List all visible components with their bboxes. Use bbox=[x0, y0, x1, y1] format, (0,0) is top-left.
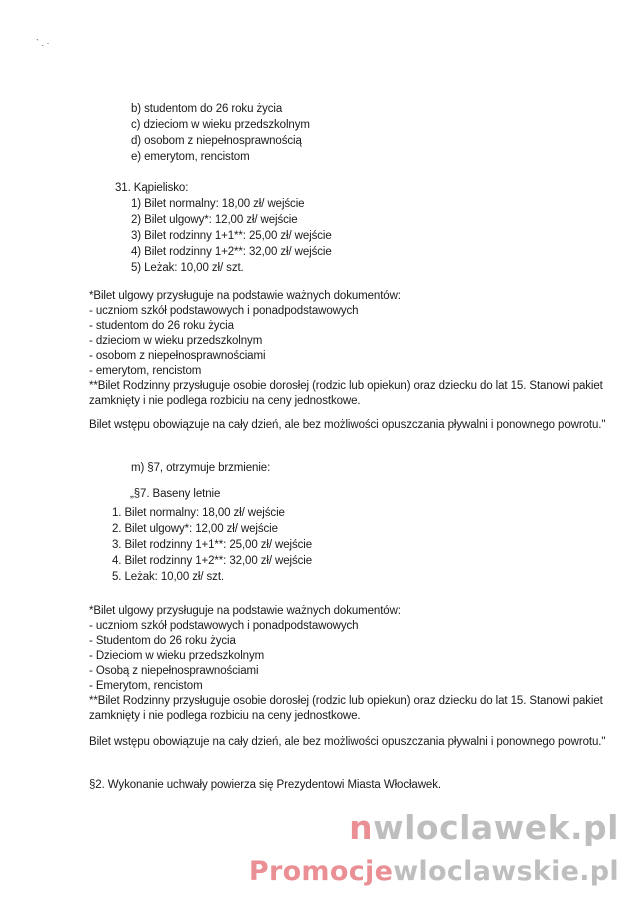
list-item: 3) Bilet rodzinny 1+1**: 25,00 zł/ wejście bbox=[131, 230, 332, 242]
watermark-text: wloclawskie.pl bbox=[393, 856, 619, 887]
list-item: 5) Leżak: 10,00 zł/ szt. bbox=[131, 262, 244, 274]
entry-note: Bilet wstępu obowiązuje na cały dzień, ale bez możliwości opuszczania pływalni i ponownego powrotu." bbox=[89, 736, 606, 748]
section-7-title: „§7. Baseny letnie bbox=[130, 488, 221, 500]
note-line: - Studentom do 26 roku życia bbox=[89, 635, 236, 647]
note-line: - studentom do 26 roku życia bbox=[89, 320, 234, 332]
note-line: - uczniom szkół podstawowych i ponadpodstawowych bbox=[89, 305, 359, 317]
section-2: §2. Wykonanie uchwały powierza się Prezydentowi Miasta Włocławek. bbox=[89, 779, 441, 791]
list-item: b) studentom do 26 roku życia bbox=[131, 103, 283, 115]
note-line: zamknięty i nie podlega rozbiciu na ceny jednostkowe. bbox=[89, 710, 361, 722]
list-item: 1) Bilet normalny: 18,00 zł/ wejście bbox=[131, 198, 305, 210]
note-line: zamknięty i nie podlega rozbiciu na ceny jednostkowe. bbox=[89, 395, 361, 407]
note-line: - Dzieciom w wieku przedszkolnym bbox=[89, 650, 265, 662]
watermark-accent: Promocje bbox=[248, 856, 394, 887]
list-item: 4. Bilet rodzinny 1+2**: 32,00 zł/ wejście bbox=[112, 555, 313, 567]
list-item: e) emerytom, rencistom bbox=[131, 151, 250, 163]
entry-note: Bilet wstępu obowiązuje na cały dzień, ale bez możliwości opuszczania pływalni i ponownego powrotu." bbox=[89, 419, 606, 431]
watermark-promocje bbox=[249, 856, 619, 887]
list-item: 5. Leżak: 10,00 zł/ szt. bbox=[112, 571, 225, 583]
note-line: *Bilet ulgowy przysługuje na podstawie ważnych dokumentów: bbox=[89, 605, 401, 617]
watermark-accent: n bbox=[349, 808, 374, 847]
note-line: - Osobą z niepełnosprawnościami bbox=[89, 665, 259, 677]
note-line: *Bilet ulgowy przysługuje na podstawie ważnych dokumentów: bbox=[89, 290, 401, 302]
note-line: - dzieciom w wieku przedszkolnym bbox=[89, 335, 263, 347]
list-item: c) dzieciom w wieku przedszkolnym bbox=[131, 119, 310, 131]
list-item: 3. Bilet rodzinny 1+1**: 25,00 zł/ wejście bbox=[112, 539, 313, 551]
list-item: 4) Bilet rodzinny 1+2**: 32,00 zł/ wejście bbox=[131, 246, 332, 258]
watermark-nwloclawek bbox=[349, 808, 619, 847]
note-line: - Emerytom, rencistom bbox=[89, 680, 203, 692]
list-item: 2. Bilet ulgowy*: 12,00 zł/ wejście bbox=[112, 523, 278, 535]
note-line: **Bilet Rodzinny przysługuje osobie dorosłej (rodzic lub opiekun) oraz dziecku do lat 15. Stanowi pakiet bbox=[89, 380, 603, 392]
note-line: - emerytom, rencistom bbox=[89, 365, 202, 377]
list-item: d) osobom z niepełnosprawnością bbox=[131, 135, 302, 147]
note-line: **Bilet Rodzinny przysługuje osobie dorosłej (rodzic lub opiekun) oraz dziecku do lat 15. Stanowi pakiet bbox=[89, 695, 603, 707]
amendment-line: m) §7, otrzymuje brzmienie: bbox=[131, 462, 271, 474]
list-item: 2) Bilet ulgowy*: 12,00 zł/ wejście bbox=[131, 214, 298, 226]
note-line: - uczniom szkół podstawowych i ponadpodstawowych bbox=[89, 620, 359, 632]
list-item: 1. Bilet normalny: 18,00 zł/ wejście bbox=[112, 507, 285, 519]
note-line: - osobom z niepełnosprawnościami bbox=[89, 350, 266, 362]
scan-specks: ` . · bbox=[36, 38, 50, 48]
watermark-text: wloclawek.pl bbox=[373, 808, 619, 847]
section-31-title: 31. Kąpielisko: bbox=[115, 182, 189, 194]
